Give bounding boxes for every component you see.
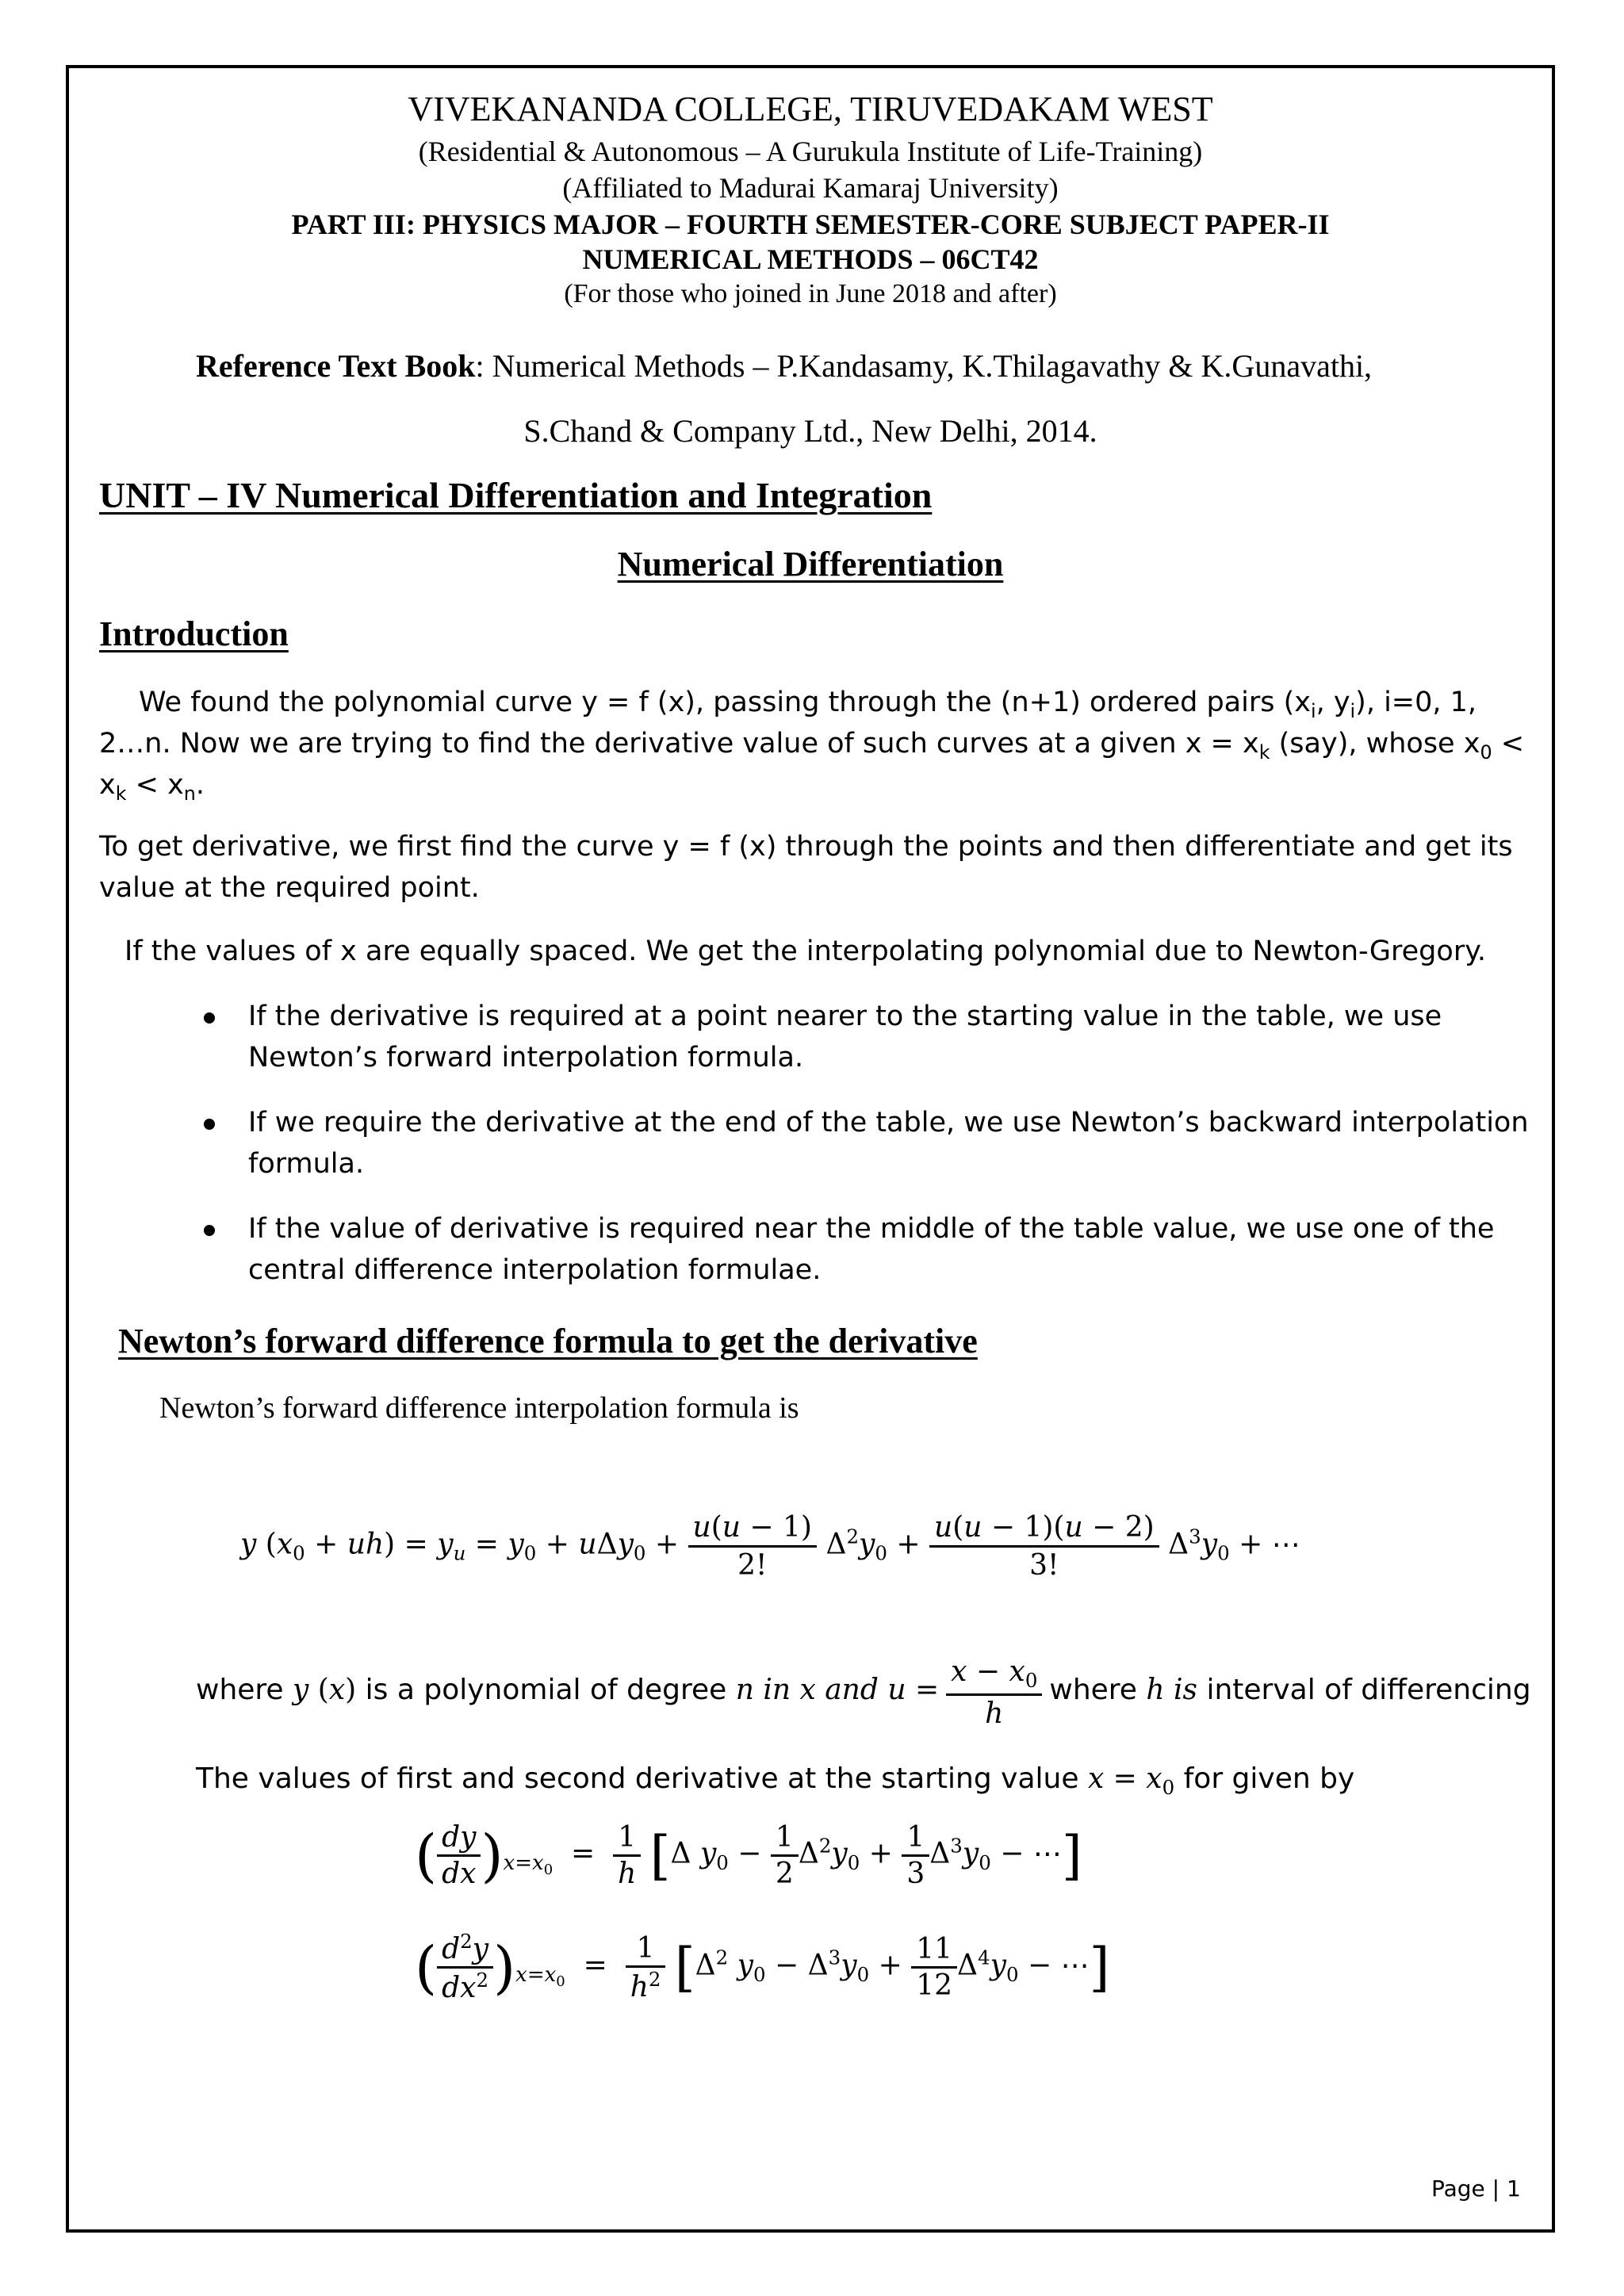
bullet-1-line1: If the derivative is required at a point nearer to the starting value in the table, we use: [248, 1001, 1442, 1032]
section-title: Numerical Differentiation: [617, 545, 1004, 584]
bullet-2-line1: If we require the derivative at the end of the table, we use Newton’s backward interpolation: [248, 1107, 1529, 1138]
intro-para2-line2: value at the required point.: [99, 872, 480, 904]
values-line: The values of first and second derivative at the starting value $x = x_0$ for given by: [196, 1762, 1355, 1800]
course-part: PART III: PHYSICS MAJOR – FOURTH SEMESTER-CORE SUBJECT PAPER-II: [291, 209, 1330, 240]
bullet-dot: [204, 1012, 215, 1024]
newton-heading: Newton’s forward difference formula to get the derivative: [118, 1322, 978, 1360]
reference-line-1: [196, 347, 1372, 385]
where-line: where y (x) is a polynomial of degree n in x and u = $\frac{x - x_0}{h}$ where h is interval of differencing: [196, 1655, 1531, 1730]
joined-note: (For those who joined in June 2018 and after): [564, 279, 1057, 308]
bullet-3-line1: If the value of derivative is required near the middle of the table value, we use one of the: [248, 1213, 1495, 1245]
bullet-3-line2: central difference interpolation formulae.: [248, 1254, 822, 1286]
second-derivative-formula: ( $\frac{d^2y}{dx^2}$ )$_{x=x_0}$ = $\frac{1}{h^2}$ [$\Delta^2$ $y_0 - \Delta^3y_0$ + $\frac{11}{12}$ $\Delta^4y_0$ − ⋯]: [415, 1930, 1110, 2005]
forward-interpolation-formula: y $(x_0 + uh) = y_u = y_0 + u\Delta y_0$ + $\frac{u(u - 1)}{2!}$ $\Delta^2y_0$ + $\frac{u(u - 1)(u - 2)}{3!}$ $\Delta^3y_0$ + ⋯: [240, 1511, 1300, 1582]
college-affiliation: (Affiliated to Madurai Kamaraj University): [562, 172, 1059, 204]
college-name: VIVEKANANDA COLLEGE, TIRUVEDAKAM WEST: [408, 90, 1213, 128]
bullet-dot: [204, 1119, 215, 1130]
bullet-dot: [204, 1225, 215, 1236]
unit-title: UNIT – IV Numerical Differentiation and Integration: [99, 475, 933, 515]
page-number: Page | 1: [1431, 2175, 1521, 2202]
reference-text-1: : Numerical Methods – P.Kandasamy, K.Thilagavathy & K.Gunavathi,: [475, 348, 1373, 384]
intro-para1-line1: We found the polynomial curve y = f (x), passing through the (n+1) ordered pairs ($x_i$, $y_i$), i=0, 1,: [139, 687, 1477, 722]
reference-label: Reference Text Book: [196, 348, 476, 384]
newton-intro: Newton’s forward difference interpolation formula is: [159, 1391, 799, 1425]
intro-para1-line2: 2…n. Now we are trying to find the derivative value of such curves at a given $x = x_k$ (say), whose $x_0$ <: [99, 728, 1525, 763]
bullet-2-line2: formula.: [248, 1148, 365, 1180]
bullet-1-line2: Newton’s forward interpolation formula.: [248, 1042, 804, 1073]
intro-para1-line3: $x_k < x_n$.: [99, 769, 205, 805]
intro-para3: If the values of x are equally spaced. We get the interpolating polynomial due to Newton-Gregory.: [124, 936, 1487, 967]
first-derivative-formula: ( $\frac{dy}{dx}$ )$_{x=x_0}$ = $\frac{1}{h}$ [Δ $y_0$ − $\frac{1}{2}$ $\Delta^2y_0$ + $\frac{1}{3}$ $\Delta^3y_0$ − ⋯]: [415, 1821, 1082, 1891]
course-title: NUMERICAL METHODS – 06CT42: [582, 243, 1039, 275]
college-status: (Residential & Autonomous – A Gurukula Institute of Life-Training): [418, 136, 1203, 167]
page-frame: [66, 65, 1555, 2233]
intro-para2-line1: To get derivative, we first find the curve y = f (x) through the points and then differentiate and get its: [99, 831, 1513, 863]
intro-heading: Introduction: [99, 614, 289, 653]
reference-line-2: S.Chand & Company Ltd., New Delhi, 2014.: [523, 413, 1097, 449]
